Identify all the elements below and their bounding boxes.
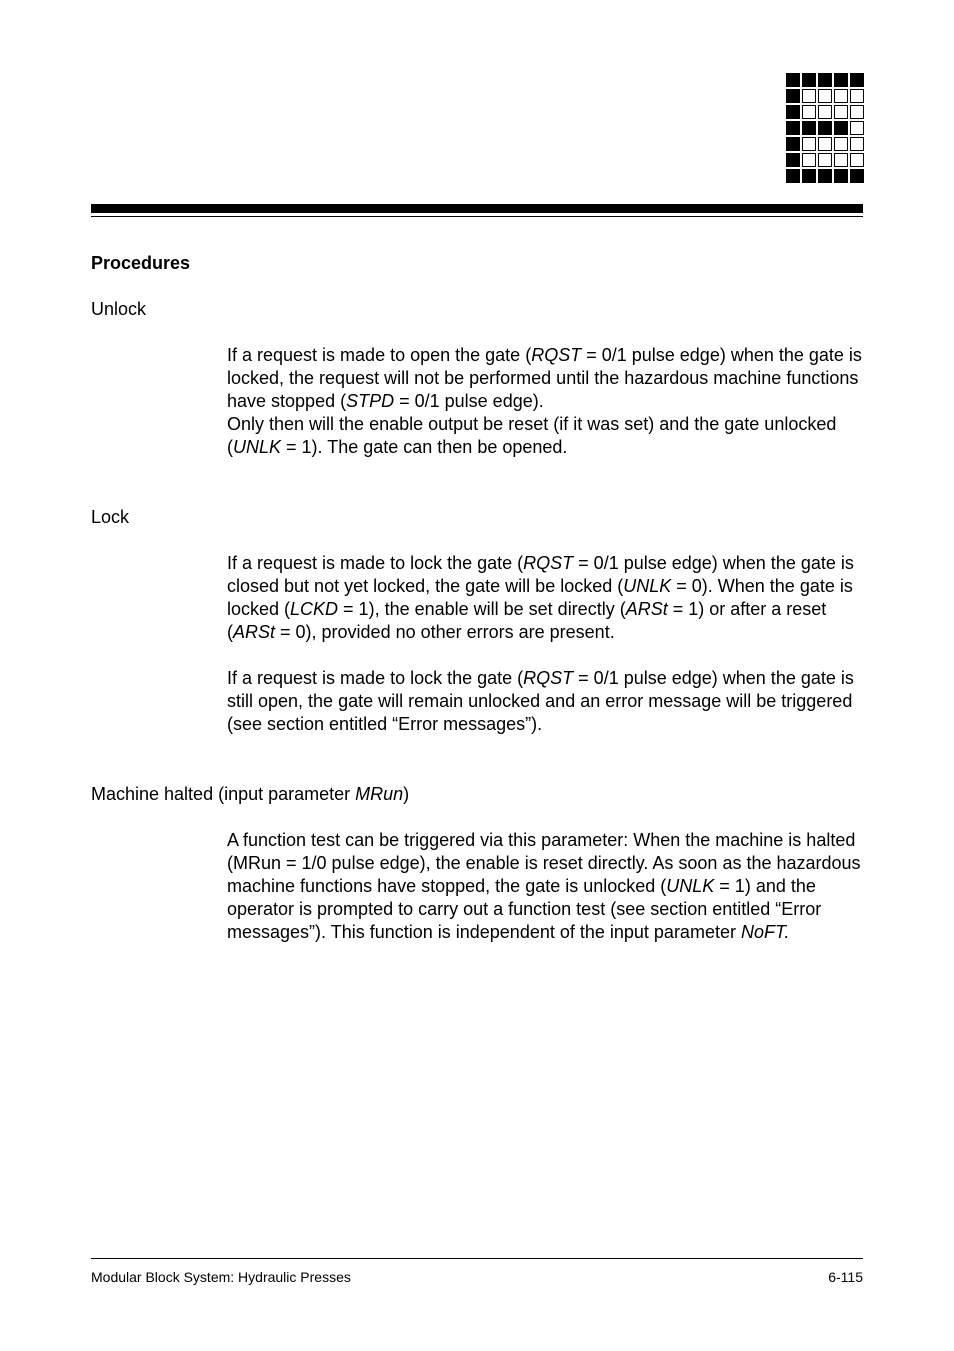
logo-cell	[818, 105, 832, 119]
header-rule-thick	[91, 204, 863, 213]
logo-cell	[786, 105, 800, 119]
logo-cell	[786, 153, 800, 167]
logo-cell	[786, 169, 800, 183]
logo-cell	[834, 105, 848, 119]
logo-cell	[834, 137, 848, 151]
logo-cell	[786, 89, 800, 103]
logo-cell	[802, 73, 816, 87]
logo-cell	[786, 121, 800, 135]
logo-cell	[818, 121, 832, 135]
logo-cell	[850, 89, 864, 103]
unlock-subheading: Unlock	[91, 299, 147, 319]
logo-cell	[834, 169, 848, 183]
logo-cell	[802, 169, 816, 183]
logo-cell	[850, 73, 864, 87]
lock-paragraph-2: If a request is made to lock the gate (RQST = 0/1 pulse edge) when the gate is still open, the gate will remain unlocked and an error message will be triggered (see section entitled “Error messages”).	[227, 668, 854, 734]
logo-cell	[818, 169, 832, 183]
logo-cell	[802, 121, 816, 135]
logo-cell	[818, 153, 832, 167]
logo-cell	[850, 105, 864, 119]
logo-cell	[850, 121, 864, 135]
logo-cell	[802, 153, 816, 167]
logo-cell	[818, 137, 832, 151]
machine-halted-paragraph: A function test can be triggered via this parameter: When the machine is halted (MRun = 1/0 pulse edge), the enable is reset directly. As soon as the hazardous machine functions have stopped, the gate is unlocked (UNLK = 1) and the operator is prompted to carry out a function test (see section entitled “Error messages”). This function is independent of the input parameter NoFT.	[227, 830, 861, 942]
lock-paragraph-1: If a request is made to lock the gate (RQST = 0/1 pulse edge) when the gate is closed but not yet locked, the gate will be locked (UNLK = 0). When the gate is locked (LCKD = 1), the enable will be set directly (ARSt = 1) or after a reset (ARSt = 0), provided no other errors are present.	[227, 553, 854, 642]
logo-cell	[834, 73, 848, 87]
logo-cell	[802, 89, 816, 103]
logo-cell	[786, 137, 800, 151]
logo-cell	[802, 137, 816, 151]
lock-subheading: Lock	[91, 507, 130, 527]
logo-cell	[786, 73, 800, 87]
logo-cell	[818, 73, 832, 87]
unlock-paragraph: If a request is made to open the gate (RQST = 0/1 pulse edge) when the gate is locked, the request will not be performed until the hazardous machine functions have stopped (STPD = 0/1 pulse edge). Only then will the enable output be reset (if it was set) and the gate unlocked (UNLK = 1). The gate can then be opened.	[227, 345, 862, 457]
logo-cell	[834, 121, 848, 135]
footer-document-title: Modular Block System: Hydraulic Presses	[91, 1269, 351, 1285]
logo-cell	[818, 89, 832, 103]
section-heading: Procedures	[91, 253, 191, 273]
modular-block-grid-logo-icon	[786, 73, 864, 183]
footer-rule	[91, 1258, 863, 1259]
machine-halted-subheading: Machine halted (input parameter MRun)	[91, 784, 410, 804]
header-rule-thin	[91, 216, 863, 217]
logo-cell	[802, 105, 816, 119]
logo-cell	[834, 153, 848, 167]
logo-cell	[850, 137, 864, 151]
footer-page-number: 6-115	[828, 1269, 863, 1285]
logo-cell	[834, 89, 848, 103]
logo-cell	[850, 153, 864, 167]
logo-cell	[850, 169, 864, 183]
